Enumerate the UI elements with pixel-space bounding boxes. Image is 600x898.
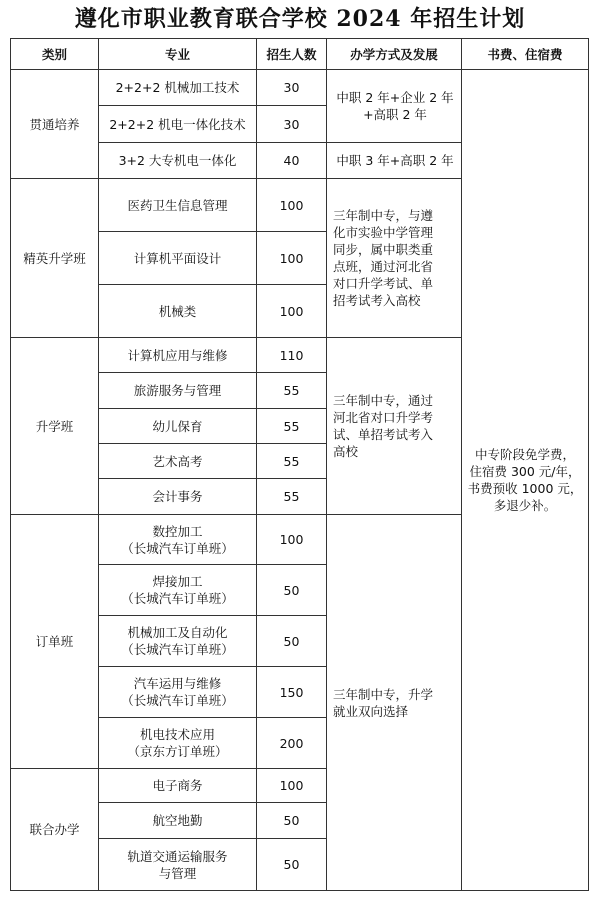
major-cell: 机械类: [99, 285, 257, 338]
count-cell: 50: [257, 803, 327, 839]
mode-cell: 三年制中专，通过 河北省对口升学考 试、单招考试考入 高校: [327, 338, 462, 515]
count-cell: 100: [257, 285, 327, 338]
major-cell: 焊接加工 （长城汽车订单班）: [99, 565, 257, 616]
header-fees: 书费、住宿费: [462, 39, 589, 70]
header-mode: 办学方式及发展: [327, 39, 462, 70]
category-cell: 订单班: [11, 515, 99, 769]
major-cell: 3+2 大专机电一体化: [99, 143, 257, 179]
category-cell: 升学班: [11, 338, 99, 515]
table-header-row: [11, 39, 589, 70]
major-cell: 轨道交通运输服务 与管理: [99, 839, 257, 891]
count-cell: 200: [257, 718, 327, 769]
major-cell: 机电技术应用 （京东方订单班）: [99, 718, 257, 769]
category-cell: 联合办学: [11, 769, 99, 891]
count-cell: 55: [257, 373, 327, 409]
mode-cell: 三年制中专，与遵 化市实验中学管理 同步，属中职类重 点班，通过河北省 对口升学考试、单 招考试考入高校: [327, 179, 462, 338]
major-cell: 机械加工及自动化 （长城汽车订单班）: [99, 616, 257, 667]
enrollment-table: [10, 38, 589, 891]
category-cell: 贯通培养: [11, 70, 99, 179]
header-count: 招生人数: [257, 39, 327, 70]
count-cell: 50: [257, 839, 327, 891]
major-cell: 会计事务: [99, 479, 257, 515]
count-cell: 100: [257, 515, 327, 565]
count-cell: 55: [257, 479, 327, 515]
count-cell: 100: [257, 179, 327, 232]
major-cell: 2+2+2 机电一体化技术: [99, 106, 257, 143]
count-cell: 100: [257, 769, 327, 803]
fee-cell: 中专阶段免学费， 住宿费 300 元/年， 书费预收 1000 元， 多退少补。: [462, 70, 589, 891]
major-cell: 幼儿保育: [99, 409, 257, 444]
major-cell: 航空地勤: [99, 803, 257, 839]
count-cell: 50: [257, 616, 327, 667]
major-cell: 艺术高考: [99, 444, 257, 479]
count-cell: 50: [257, 565, 327, 616]
count-cell: 100: [257, 232, 327, 285]
table-row: [11, 70, 589, 106]
count-cell: 55: [257, 444, 327, 479]
mode-cell: 中职 2 年+企业 2 年 +高职 2 年: [327, 70, 462, 143]
count-cell: 150: [257, 667, 327, 718]
header-category: 类别: [11, 39, 99, 70]
major-cell: 电子商务: [99, 769, 257, 803]
major-cell: 旅游服务与管理: [99, 373, 257, 409]
count-cell: 55: [257, 409, 327, 444]
category-cell: 精英升学班: [11, 179, 99, 338]
count-cell: 110: [257, 338, 327, 373]
mode-cell: 三年制中专，升学 就业双向选择: [327, 515, 462, 891]
major-cell: 计算机应用与维修: [99, 338, 257, 373]
header-major: 专业: [99, 39, 257, 70]
count-cell: 40: [257, 143, 327, 179]
major-cell: 数控加工 （长城汽车订单班）: [99, 515, 257, 565]
major-cell: 计算机平面设计: [99, 232, 257, 285]
major-cell: 2+2+2 机械加工技术: [99, 70, 257, 106]
count-cell: 30: [257, 70, 327, 106]
page-title: 遵化市职业教育联合学校 2024 年招生计划: [74, 6, 526, 32]
count-cell: 30: [257, 106, 327, 143]
mode-cell: 中职 3 年+高职 2 年: [327, 143, 462, 179]
major-cell: 汽车运用与维修 （长城汽车订单班）: [99, 667, 257, 718]
major-cell: 医药卫生信息管理: [99, 179, 257, 232]
